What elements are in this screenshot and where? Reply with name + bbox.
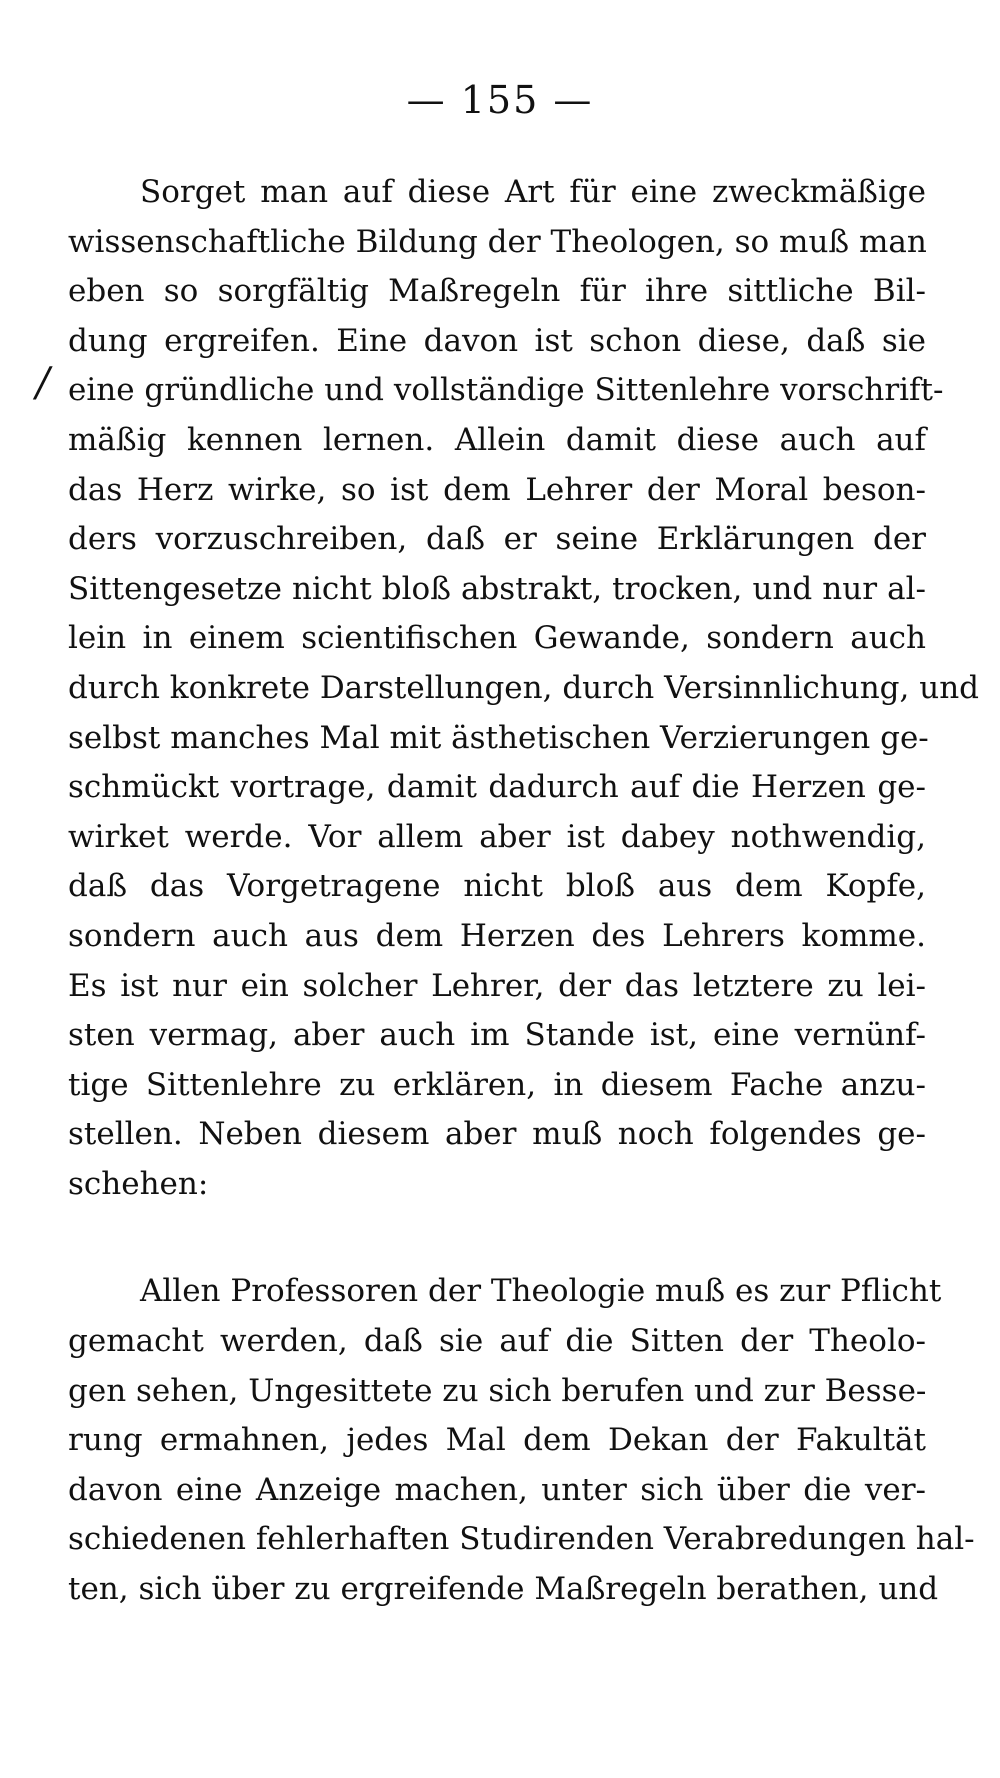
text-line: daß das Vorgetragene nicht bloß aus dem Kopfe, (68, 868, 926, 905)
margin-mark: / (36, 360, 50, 406)
text-line: tige Sittenlehre zu erklären, in diesem Fache anzu- (68, 1066, 926, 1103)
text-line: eine gründliche und vollständige Sittenlehre vorschrift- (68, 372, 944, 409)
text-line: rung ermahnen, jedes Mal dem Dekan der Fakultät (68, 1422, 926, 1459)
text-line: schiedenen fehlerhaften Studirenden Verabredungen hal- (68, 1521, 975, 1558)
text-line: Sorget man auf diese Art für eine zweckmäßige (140, 174, 926, 210)
text-line: Sittengesetze nicht bloß abstrakt, trocken, und nur al- (68, 570, 926, 607)
text-line: dung ergreifen. Eine davon ist schon diese, daß sie (68, 322, 926, 359)
text-line: sondern auch aus dem Herzen des Lehrers komme. (68, 917, 926, 954)
text-line: gemacht werden, daß sie auf die Sitten der Theolo- (68, 1323, 926, 1360)
text-line: schehen: (68, 1165, 209, 1202)
text-line: stellen. Neben diesem aber muß noch folgendes ge- (68, 1116, 926, 1153)
text-line: schmückt vortrage, damit dadurch auf die Herzen ge- (68, 769, 926, 806)
text-line: Es ist nur ein solcher Lehrer, der das letztere zu lei- (68, 967, 926, 1004)
text-line: gen sehen, Ungesittete zu sich berufen und zur Besse- (68, 1372, 927, 1409)
text-line: ders vorzuschreiben, daß er seine Erklärungen der (68, 521, 926, 558)
text-line: lein in einem scientifischen Gewande, sondern auch (68, 620, 926, 657)
text-line: durch konkrete Darstellungen, durch Versinnlichung, und (68, 669, 980, 706)
paragraph-gap (68, 1209, 926, 1267)
text-line: davon eine Anzeige machen, unter sich über die ver- (68, 1471, 926, 1508)
text-line: wissenschaftliche Bildung der Theologen, so muß man (68, 223, 927, 260)
text-line: Allen Professoren der Theologie muß es zur Pflicht (140, 1273, 942, 1310)
text-line: selbst manches Mal mit ästhetischen Verzierungen ge- (68, 719, 929, 756)
text-line: das Herz wirke, so ist dem Lehrer der Moral beson- (68, 471, 926, 508)
paragraph-1 (68, 168, 980, 1209)
paragraph-2 (68, 1267, 975, 1614)
text-line: sten vermag, aber auch im Stande ist, eine vernünf- (68, 1017, 926, 1054)
text-line: ten, sich über zu ergreifende Maßregeln berathen, und (68, 1571, 939, 1608)
text-line: eben so sorgfältig Maßregeln für ihre sittliche Bil- (68, 273, 926, 310)
text-line: mäßig kennen lernen. Allein damit diese auch auf (68, 421, 926, 458)
page-number-header: — 155 — (406, 78, 594, 122)
body-text (68, 168, 980, 1615)
text-line: wirket werde. Vor allem aber ist dabey nothwendig, (68, 818, 926, 855)
